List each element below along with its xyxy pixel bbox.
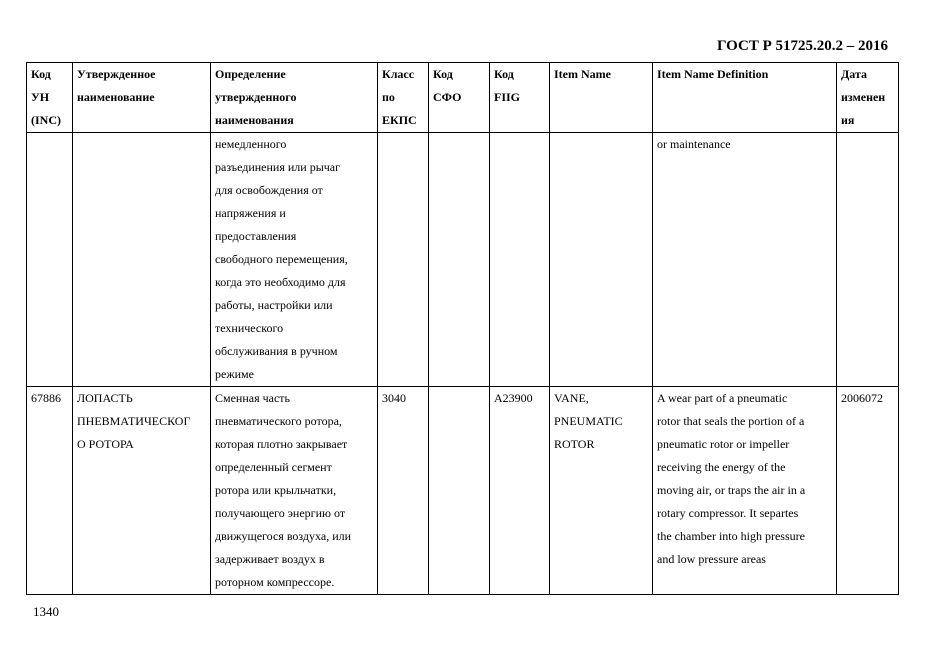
column-header-item-definition: Item Name Definition <box>653 63 837 133</box>
column-header-approved-name: Утвержденное наименование <box>73 63 211 133</box>
cell-inc <box>27 133 73 387</box>
column-header-inc: Код УН (INC) <box>27 63 73 133</box>
cell-definition: немедленного разъединения или рычаг для освобождения от напряжения и предоставления свободного перемещения, когда это необходимо для работы, настройки или технического обслуживания в ручном режиме <box>211 133 378 387</box>
column-header-sfo: Код СФО <box>429 63 490 133</box>
cell-definition: Сменная часть пневматического ротора, которая плотно закрывает определенный сегмент ротора или крыльчатки, получающего энергию от движущегося воздуха, или задерживает воздух в роторном компрессоре. <box>211 387 378 595</box>
table-header-row <box>27 63 899 133</box>
cell-sfo <box>429 387 490 595</box>
specification-table <box>26 62 899 595</box>
table-row <box>27 133 899 387</box>
cell-item-definition: or maintenance <box>653 133 837 387</box>
cell-approved-name: ЛОПАСТЬ ПНЕВМАТИЧЕСКОГ О РОТОРА <box>73 387 211 595</box>
cell-class: 3040 <box>378 387 429 595</box>
cell-sfo <box>429 133 490 387</box>
cell-fiig: A23900 <box>490 387 550 595</box>
column-header-date: Дата изменен ия <box>837 63 899 133</box>
column-header-definition: Определение утвержденного наименования <box>211 63 378 133</box>
page-number: 1340 <box>33 604 59 619</box>
column-header-item-name: Item Name <box>550 63 653 133</box>
column-header-class: Класс по ЕКПС <box>378 63 429 133</box>
cell-item-name <box>550 133 653 387</box>
cell-item-definition: A wear part of a pneumatic rotor that seals the portion of a pneumatic rotor or impeller receiving the energy of the moving air, or traps the air in a rotary compressor. It separtes the chamber into high pressure and low pressure areas <box>653 387 837 595</box>
cell-approved-name <box>73 133 211 387</box>
cell-date <box>837 133 899 387</box>
column-header-fiig: Код FIIG <box>490 63 550 133</box>
table-row <box>27 387 899 595</box>
cell-item-name: VANE, PNEUMATIC ROTOR <box>550 387 653 595</box>
document-code: ГОСТ Р 51725.20.2 – 2016 <box>716 38 888 54</box>
cell-class <box>378 133 429 387</box>
cell-inc: 67886 <box>27 387 73 595</box>
cell-date: 2006072 <box>837 387 899 595</box>
cell-fiig <box>490 133 550 387</box>
